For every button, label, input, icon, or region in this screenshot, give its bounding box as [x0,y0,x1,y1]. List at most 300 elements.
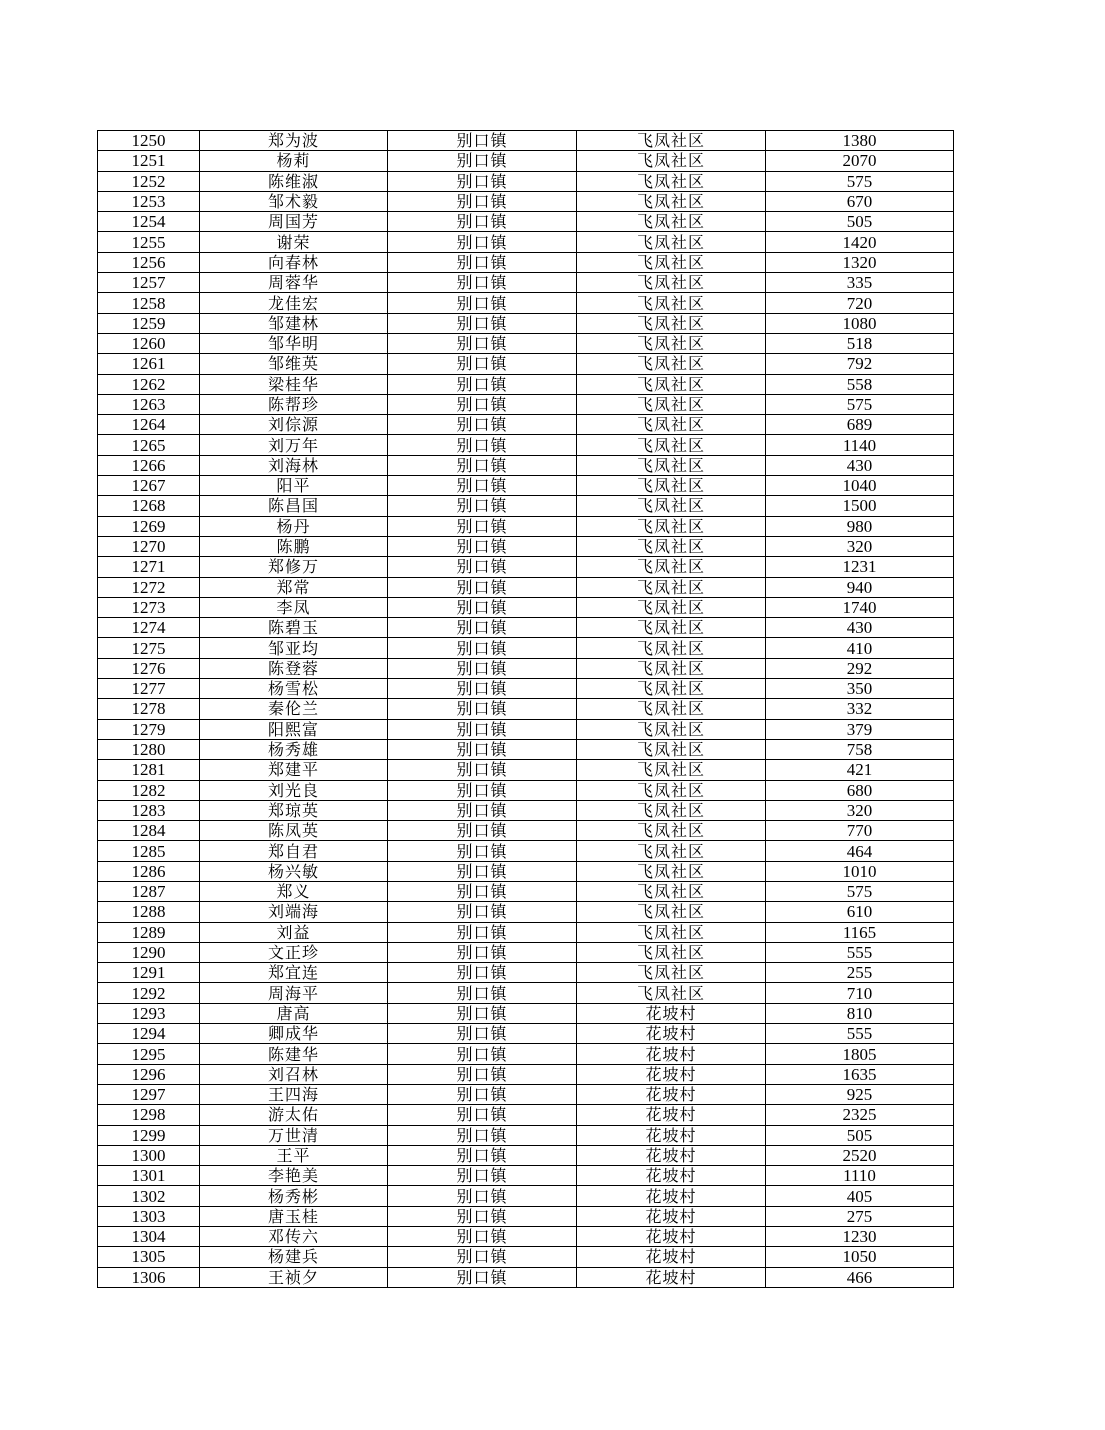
row-number-cell: 1297 [98,1084,200,1104]
row-number-cell: 1282 [98,780,200,800]
community-cell: 飞凤社区 [577,516,766,536]
town-cell: 别口镇 [388,1003,577,1023]
table-row [98,536,954,556]
table-row [98,1206,954,1226]
name-cell: 杨莉 [200,151,388,171]
row-number-cell: 1256 [98,252,200,272]
name-cell: 郑自君 [200,841,388,861]
amount-cell: 1165 [766,922,954,942]
name-cell: 邹华明 [200,333,388,353]
town-cell: 别口镇 [388,333,577,353]
town-cell: 别口镇 [388,861,577,881]
name-cell: 郑为波 [200,131,388,151]
amount-cell: 2325 [766,1105,954,1125]
amount-cell: 430 [766,455,954,475]
name-cell: 陈建华 [200,1044,388,1064]
row-number-cell: 1274 [98,618,200,638]
table-row [98,1024,954,1044]
community-cell: 飞凤社区 [577,597,766,617]
amount-cell: 555 [766,1024,954,1044]
name-cell: 邓传六 [200,1227,388,1247]
table-row [98,760,954,780]
table-row [98,881,954,901]
row-number-cell: 1271 [98,557,200,577]
town-cell: 别口镇 [388,252,577,272]
amount-cell: 575 [766,394,954,414]
community-cell: 花坡村 [577,1227,766,1247]
row-number-cell: 1268 [98,496,200,516]
amount-cell: 1050 [766,1247,954,1267]
town-cell: 别口镇 [388,476,577,496]
name-cell: 唐高 [200,1003,388,1023]
name-cell: 向春林 [200,252,388,272]
name-cell: 邹建林 [200,313,388,333]
row-number-cell: 1298 [98,1105,200,1125]
community-cell: 飞凤社区 [577,902,766,922]
row-number-cell: 1262 [98,374,200,394]
amount-cell: 2520 [766,1145,954,1165]
name-cell: 邹术毅 [200,191,388,211]
community-cell: 飞凤社区 [577,983,766,1003]
row-number-cell: 1280 [98,739,200,759]
town-cell: 别口镇 [388,435,577,455]
town-cell: 别口镇 [388,699,577,719]
town-cell: 别口镇 [388,679,577,699]
amount-cell: 430 [766,618,954,638]
amount-cell: 466 [766,1267,954,1287]
town-cell: 别口镇 [388,455,577,475]
community-cell: 飞凤社区 [577,496,766,516]
row-number-cell: 1301 [98,1166,200,1186]
table-row [98,171,954,191]
town-cell: 别口镇 [388,293,577,313]
amount-cell: 770 [766,821,954,841]
community-cell: 飞凤社区 [577,313,766,333]
community-cell: 花坡村 [577,1003,766,1023]
town-cell: 别口镇 [388,922,577,942]
town-cell: 别口镇 [388,191,577,211]
amount-cell: 1380 [766,131,954,151]
table-row [98,1125,954,1145]
amount-cell: 1110 [766,1166,954,1186]
row-number-cell: 1279 [98,719,200,739]
table-row [98,293,954,313]
table-row [98,902,954,922]
table-row [98,1267,954,1287]
table-row [98,861,954,881]
amount-cell: 255 [766,963,954,983]
town-cell: 别口镇 [388,1084,577,1104]
row-number-cell: 1266 [98,455,200,475]
community-cell: 飞凤社区 [577,861,766,881]
community-cell: 飞凤社区 [577,841,766,861]
community-cell: 花坡村 [577,1267,766,1287]
table-row [98,333,954,353]
row-number-cell: 1263 [98,394,200,414]
amount-cell: 980 [766,516,954,536]
community-cell: 花坡村 [577,1186,766,1206]
table-row [98,1003,954,1023]
name-cell: 杨兴敏 [200,861,388,881]
table-row [98,252,954,272]
amount-cell: 350 [766,679,954,699]
town-cell: 别口镇 [388,902,577,922]
row-number-cell: 1300 [98,1145,200,1165]
name-cell: 周海平 [200,983,388,1003]
town-cell: 别口镇 [388,1166,577,1186]
row-number-cell: 1265 [98,435,200,455]
community-cell: 飞凤社区 [577,455,766,475]
table-row [98,1145,954,1165]
town-cell: 别口镇 [388,618,577,638]
name-cell: 李艳美 [200,1166,388,1186]
table-row [98,963,954,983]
name-cell: 王四海 [200,1084,388,1104]
town-cell: 别口镇 [388,1064,577,1084]
table-row [98,739,954,759]
row-number-cell: 1275 [98,638,200,658]
table-row [98,313,954,333]
name-cell: 龙佳宏 [200,293,388,313]
amount-cell: 421 [766,760,954,780]
name-cell: 刘光良 [200,780,388,800]
table-row [98,131,954,151]
table-row [98,719,954,739]
name-cell: 王平 [200,1145,388,1165]
row-number-cell: 1306 [98,1267,200,1287]
town-cell: 别口镇 [388,415,577,435]
amount-cell: 1010 [766,861,954,881]
row-number-cell: 1296 [98,1064,200,1084]
amount-cell: 555 [766,942,954,962]
town-cell: 别口镇 [388,963,577,983]
row-number-cell: 1293 [98,1003,200,1023]
row-number-cell: 1259 [98,313,200,333]
community-cell: 飞凤社区 [577,394,766,414]
name-cell: 刘益 [200,922,388,942]
name-cell: 唐玉桂 [200,1206,388,1226]
table-row [98,1044,954,1064]
amount-cell: 720 [766,293,954,313]
table-row [98,1166,954,1186]
table-row [98,1186,954,1206]
community-cell: 飞凤社区 [577,171,766,191]
amount-cell: 1805 [766,1044,954,1064]
row-number-cell: 1252 [98,171,200,191]
row-number-cell: 1304 [98,1227,200,1247]
name-cell: 卿成华 [200,1024,388,1044]
community-cell: 飞凤社区 [577,191,766,211]
name-cell: 梁桂华 [200,374,388,394]
amount-cell: 940 [766,577,954,597]
community-cell: 飞凤社区 [577,618,766,638]
amount-cell: 680 [766,780,954,800]
row-number-cell: 1253 [98,191,200,211]
town-cell: 别口镇 [388,1227,577,1247]
amount-cell: 335 [766,273,954,293]
amount-cell: 1740 [766,597,954,617]
name-cell: 万世清 [200,1125,388,1145]
community-cell: 飞凤社区 [577,293,766,313]
community-cell: 飞凤社区 [577,577,766,597]
row-number-cell: 1305 [98,1247,200,1267]
name-cell: 郑义 [200,881,388,901]
town-cell: 别口镇 [388,1105,577,1125]
name-cell: 王祯夕 [200,1267,388,1287]
amount-cell: 1420 [766,232,954,252]
table-row [98,516,954,536]
town-cell: 别口镇 [388,212,577,232]
town-cell: 别口镇 [388,151,577,171]
table-row [98,679,954,699]
amount-cell: 405 [766,1186,954,1206]
town-cell: 别口镇 [388,1145,577,1165]
town-cell: 别口镇 [388,881,577,901]
community-cell: 花坡村 [577,1247,766,1267]
row-number-cell: 1270 [98,536,200,556]
community-cell: 花坡村 [577,1084,766,1104]
community-cell: 飞凤社区 [577,232,766,252]
row-number-cell: 1291 [98,963,200,983]
amount-cell: 1635 [766,1064,954,1084]
amount-cell: 1320 [766,252,954,272]
row-number-cell: 1264 [98,415,200,435]
community-cell: 飞凤社区 [577,881,766,901]
amount-cell: 410 [766,638,954,658]
name-cell: 陈登蓉 [200,658,388,678]
town-cell: 别口镇 [388,739,577,759]
row-number-cell: 1277 [98,679,200,699]
amount-cell: 1140 [766,435,954,455]
name-cell: 秦伦兰 [200,699,388,719]
row-number-cell: 1283 [98,800,200,820]
community-cell: 飞凤社区 [577,131,766,151]
name-cell: 陈维淑 [200,171,388,191]
community-cell: 飞凤社区 [577,536,766,556]
amount-cell: 1040 [766,476,954,496]
amount-cell: 610 [766,902,954,922]
row-number-cell: 1299 [98,1125,200,1145]
table-row [98,618,954,638]
row-number-cell: 1276 [98,658,200,678]
name-cell: 刘召林 [200,1064,388,1084]
community-cell: 花坡村 [577,1024,766,1044]
row-number-cell: 1273 [98,597,200,617]
amount-cell: 292 [766,658,954,678]
town-cell: 别口镇 [388,821,577,841]
row-number-cell: 1272 [98,577,200,597]
row-number-cell: 1251 [98,151,200,171]
community-cell: 飞凤社区 [577,374,766,394]
row-number-cell: 1250 [98,131,200,151]
name-cell: 陈鹏 [200,536,388,556]
community-cell: 飞凤社区 [577,780,766,800]
amount-cell: 505 [766,1125,954,1145]
town-cell: 别口镇 [388,374,577,394]
name-cell: 游太佑 [200,1105,388,1125]
name-cell: 陈凤英 [200,821,388,841]
amount-cell: 558 [766,374,954,394]
community-cell: 飞凤社区 [577,942,766,962]
community-cell: 飞凤社区 [577,658,766,678]
town-cell: 别口镇 [388,597,577,617]
town-cell: 别口镇 [388,273,577,293]
row-number-cell: 1254 [98,212,200,232]
community-cell: 花坡村 [577,1105,766,1125]
name-cell: 刘万年 [200,435,388,455]
amount-cell: 670 [766,191,954,211]
name-cell: 刘端海 [200,902,388,922]
name-cell: 杨秀雄 [200,739,388,759]
table-row [98,191,954,211]
row-number-cell: 1290 [98,942,200,962]
amount-cell: 1230 [766,1227,954,1247]
amount-cell: 464 [766,841,954,861]
row-number-cell: 1284 [98,821,200,841]
town-cell: 别口镇 [388,658,577,678]
town-cell: 别口镇 [388,800,577,820]
row-number-cell: 1255 [98,232,200,252]
name-cell: 周蓉华 [200,273,388,293]
table-row [98,496,954,516]
amount-cell: 689 [766,415,954,435]
town-cell: 别口镇 [388,171,577,191]
table-row [98,455,954,475]
row-number-cell: 1294 [98,1024,200,1044]
table-row [98,1227,954,1247]
name-cell: 郑建平 [200,760,388,780]
community-cell: 飞凤社区 [577,963,766,983]
table-row [98,1247,954,1267]
town-cell: 别口镇 [388,1125,577,1145]
table-row [98,476,954,496]
amount-cell: 575 [766,171,954,191]
community-cell: 飞凤社区 [577,435,766,455]
town-cell: 别口镇 [388,131,577,151]
town-cell: 别口镇 [388,942,577,962]
table-row [98,658,954,678]
community-cell: 飞凤社区 [577,638,766,658]
community-cell: 飞凤社区 [577,760,766,780]
table-row [98,273,954,293]
row-number-cell: 1257 [98,273,200,293]
table-row [98,699,954,719]
town-cell: 别口镇 [388,780,577,800]
town-cell: 别口镇 [388,354,577,374]
row-number-cell: 1292 [98,983,200,1003]
town-cell: 别口镇 [388,1186,577,1206]
table-row [98,1064,954,1084]
town-cell: 别口镇 [388,1024,577,1044]
community-cell: 飞凤社区 [577,151,766,171]
row-number-cell: 1295 [98,1044,200,1064]
table-row [98,1105,954,1125]
town-cell: 别口镇 [388,232,577,252]
name-cell: 郑常 [200,577,388,597]
town-cell: 别口镇 [388,760,577,780]
name-cell: 陈碧玉 [200,618,388,638]
table-row [98,780,954,800]
name-cell: 刘倧源 [200,415,388,435]
amount-cell: 518 [766,333,954,353]
amount-cell: 2070 [766,151,954,171]
amount-cell: 1231 [766,557,954,577]
name-cell: 陈昌国 [200,496,388,516]
community-cell: 花坡村 [577,1125,766,1145]
community-cell: 飞凤社区 [577,699,766,719]
community-cell: 飞凤社区 [577,415,766,435]
row-number-cell: 1281 [98,760,200,780]
name-cell: 阳平 [200,476,388,496]
amount-cell: 810 [766,1003,954,1023]
name-cell: 邹维英 [200,354,388,374]
name-cell: 杨雪松 [200,679,388,699]
town-cell: 别口镇 [388,983,577,1003]
town-cell: 别口镇 [388,577,577,597]
town-cell: 别口镇 [388,516,577,536]
name-cell: 郑修万 [200,557,388,577]
name-cell: 郑宜连 [200,963,388,983]
amount-cell: 505 [766,212,954,232]
row-number-cell: 1267 [98,476,200,496]
table-row [98,821,954,841]
table-row [98,435,954,455]
table-body [98,131,954,1288]
row-number-cell: 1303 [98,1206,200,1226]
community-cell: 飞凤社区 [577,212,766,232]
community-cell: 飞凤社区 [577,273,766,293]
community-cell: 飞凤社区 [577,252,766,272]
community-cell: 花坡村 [577,1145,766,1165]
amount-cell: 320 [766,800,954,820]
town-cell: 别口镇 [388,1044,577,1064]
table-row [98,597,954,617]
town-cell: 别口镇 [388,313,577,333]
name-cell: 杨丹 [200,516,388,536]
row-number-cell: 1287 [98,881,200,901]
amount-cell: 575 [766,881,954,901]
name-cell: 陈帮珍 [200,394,388,414]
name-cell: 邹亚均 [200,638,388,658]
town-cell: 别口镇 [388,719,577,739]
town-cell: 别口镇 [388,394,577,414]
community-cell: 飞凤社区 [577,354,766,374]
community-cell: 飞凤社区 [577,821,766,841]
town-cell: 别口镇 [388,536,577,556]
community-cell: 飞凤社区 [577,922,766,942]
row-number-cell: 1302 [98,1186,200,1206]
table-row [98,415,954,435]
town-cell: 别口镇 [388,1267,577,1287]
amount-cell: 1080 [766,313,954,333]
name-cell: 郑琼英 [200,800,388,820]
amount-cell: 758 [766,739,954,759]
table-row [98,212,954,232]
amount-cell: 320 [766,536,954,556]
amount-cell: 332 [766,699,954,719]
name-cell: 李凤 [200,597,388,617]
community-cell: 飞凤社区 [577,719,766,739]
town-cell: 别口镇 [388,496,577,516]
table-row [98,922,954,942]
name-cell: 杨建兵 [200,1247,388,1267]
table-row [98,841,954,861]
name-cell: 杨秀彬 [200,1186,388,1206]
table-row [98,800,954,820]
town-cell: 别口镇 [388,1247,577,1267]
row-number-cell: 1261 [98,354,200,374]
name-cell: 刘海林 [200,455,388,475]
